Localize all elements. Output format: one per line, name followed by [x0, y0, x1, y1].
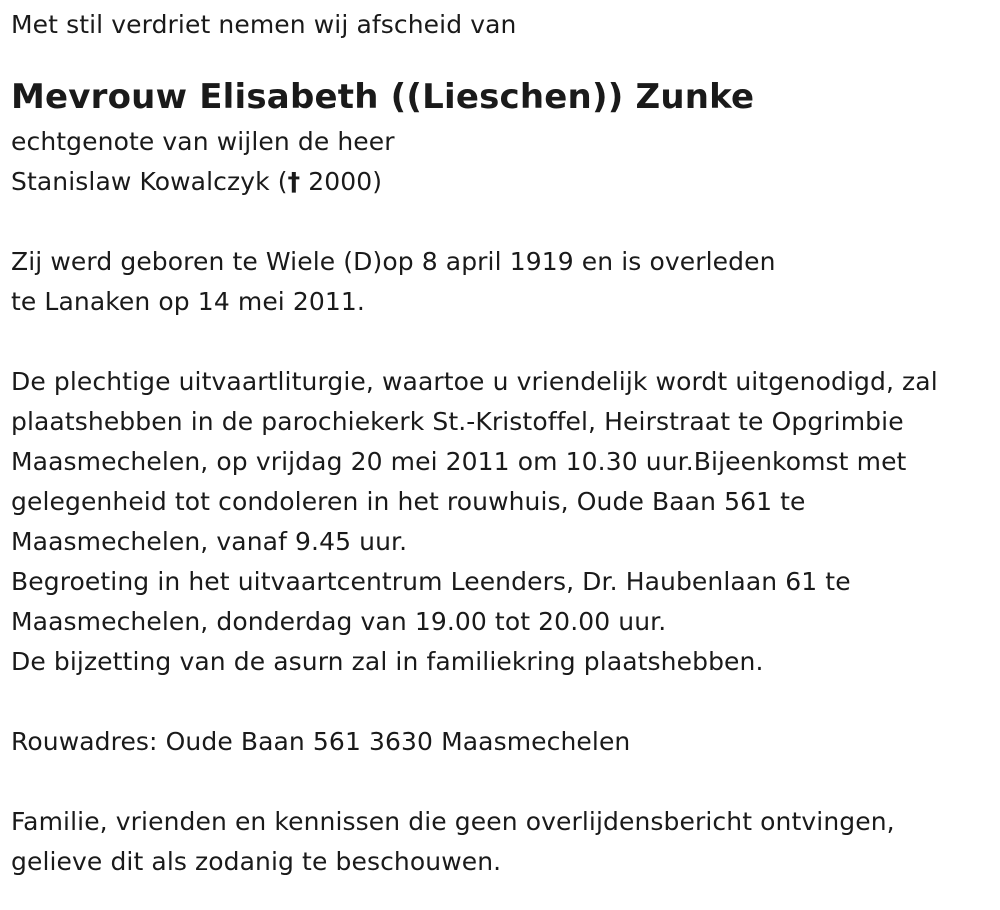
spacer [11, 322, 1000, 362]
spacer [11, 762, 1000, 802]
funeral-line: gelegenheid tot condoleren in het rouwhuis, Oude Baan 561 te [11, 487, 806, 516]
funeral-paragraph [11, 362, 1000, 682]
funeral-line: Begroeting in het uitvaartcentrum Leenders, Dr. Haubenlaan 61 te [11, 567, 851, 596]
funeral-line: De bijzetting van de asurn zal in familiekring plaatshebben. [11, 647, 764, 676]
funeral-line: De plechtige uitvaartliturgie, waartoe u vriendelijk wordt uitgenodigd, zal [11, 367, 938, 396]
funeral-line: Maasmechelen, op vrijdag 20 mei 2011 om 10.30 uur.Bijeenkomst met [11, 447, 907, 476]
spacer [11, 682, 1000, 722]
mourning-address: Rouwadres: Oude Baan 561 3630 Maasmechelen [11, 727, 631, 756]
spouse-death-year: 2000) [300, 167, 383, 196]
spouse-line-1: echtgenote van wijlen de heer [11, 127, 395, 156]
intro-line: Met stil verdriet nemen wij afscheid van [11, 10, 517, 39]
closing-line-2: gelieve dit als zodanig te beschouwen. [11, 847, 502, 876]
birth-line-2: te Lanaken op 14 mei 2011. [11, 287, 365, 316]
closing-line-1: Familie, vrienden en kennissen die geen overlijdensbericht ontvingen, [11, 807, 895, 836]
deceased-name: Mevrouw Elisabeth ((Lieschen)) Zunke [11, 77, 755, 117]
funeral-line: Maasmechelen, vanaf 9.45 uur. [11, 527, 408, 556]
funeral-line: Maasmechelen, donderdag van 19.00 tot 20.00 uur. [11, 607, 667, 636]
spacer [11, 202, 1000, 242]
spouse-line-2 [11, 162, 1000, 202]
cross-icon: † [287, 167, 301, 196]
birth-line-1: Zij werd geboren te Wiele (D)op 8 april 1919 en is overleden [11, 247, 776, 276]
spouse-name: Stanislaw Kowalczyk ( [11, 167, 288, 196]
funeral-line: plaatshebben in de parochiekerk St.-Kristoffel, Heirstraat te Opgrimbie [11, 407, 904, 436]
